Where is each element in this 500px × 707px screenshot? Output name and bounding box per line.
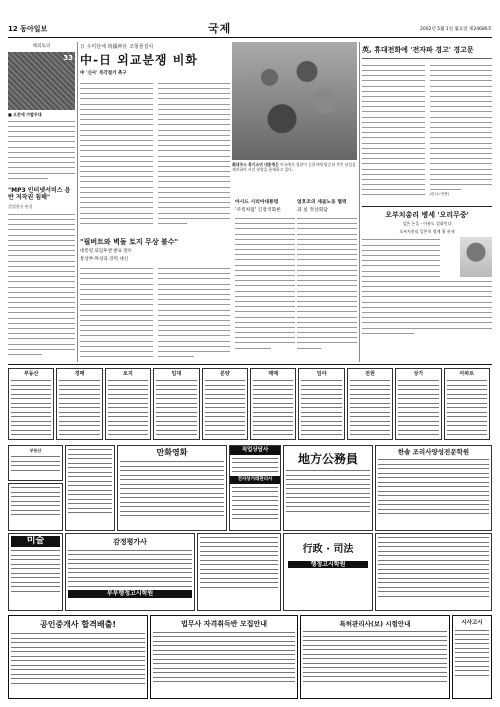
left-column [8, 42, 75, 362]
left-body-2 [8, 212, 75, 357]
third-subhead: '쿠킹처럼' 긴장격화론 [235, 207, 281, 213]
left-body-1 [8, 119, 75, 181]
ad-misul-title: 미술 [11, 536, 60, 547]
right-body-col-2 [430, 63, 493, 198]
second-body-col-1 [80, 266, 153, 359]
main-subhead: 中 '신사' 즉각철거 촉구 [80, 71, 127, 77]
third-article [235, 198, 295, 358]
right-body-col-1 [362, 63, 425, 198]
classified-ad[interactable] [105, 368, 151, 440]
left-subhead: 美법원서 판결 [8, 203, 33, 209]
news-photo-caption [232, 162, 357, 172]
ad-small-left-title: 부동산 [29, 448, 42, 453]
ad-teukhu-title: 특허관리사(보) 시험안내 [339, 620, 411, 628]
fourth-subhead: 과 실 정상회담 [297, 207, 328, 213]
main-article [80, 42, 230, 232]
ad-manhwa[interactable] [117, 445, 227, 531]
masthead [8, 22, 492, 38]
section-title: 국제 [208, 22, 232, 35]
classified-ad-title: 아파트 [459, 371, 475, 377]
right-second-subhead-2: 오부치총리 일본의 정계 뒷 관제 [399, 229, 455, 235]
classified-ad[interactable] [202, 368, 248, 440]
ad-sisa[interactable] [452, 615, 492, 699]
fourth-body [297, 216, 357, 351]
ad-jeonja-title: 전자상거래관리사 [230, 476, 280, 484]
classified-ad[interactable] [56, 368, 102, 440]
ad-jigup-gongmuwon[interactable]: 地方公務員 [283, 445, 373, 531]
ad-jikup[interactable] [229, 445, 281, 531]
main-kicker: 日 우익단체 靖國神社 조형물설치 [80, 44, 154, 50]
left-kicker: 해외토픽 [32, 44, 51, 49]
ad-gongin[interactable] [8, 615, 148, 699]
right-second-headline: 오부치총리 병세 '오리무중' [362, 206, 492, 220]
classified-ad[interactable] [395, 368, 441, 440]
ad-beopmu[interactable] [150, 615, 298, 699]
issue-date: 2002년 5월 1일 월요일 제24686호 [420, 27, 492, 32]
second-subhead-2: 통상부-外상과 강력 대신 [80, 257, 129, 263]
left-headline: "MP3 인터넷서비스 음반 저작권 침해" [8, 186, 71, 202]
second-body-col-2 [158, 266, 231, 359]
ad-jori-title: 한솔 조리사양성전문학원 [397, 448, 470, 456]
classified-ad[interactable] [153, 368, 199, 440]
classified-ad-title: 토지 [123, 371, 133, 377]
classified-ad-title: 매매 [268, 371, 279, 377]
ad-teukhu[interactable] [300, 615, 450, 699]
ad-sisa-title: 시사고시 [461, 620, 483, 626]
ad-small-left[interactable] [8, 445, 63, 481]
ad-hangjeong-gosi[interactable]: 行政 · 司法 행정고시학원 [283, 533, 373, 611]
news-photo [232, 42, 357, 160]
ad-misul[interactable] [8, 533, 63, 611]
ad-school[interactable] [8, 483, 63, 531]
main-body-col-1 [80, 81, 153, 226]
fourth-article [297, 198, 357, 358]
ad-gamjeong[interactable] [65, 533, 195, 611]
ad-jori-list[interactable] [375, 533, 492, 611]
classified-ad[interactable] [298, 368, 344, 440]
second-article [80, 236, 230, 361]
right-column [362, 42, 492, 362]
classified-ad[interactable] [250, 368, 296, 440]
ads-section [8, 364, 492, 700]
fourth-headline: 엄호조의 세골노동 협력 [297, 200, 347, 205]
second-headline: "필버트와 벽돌 토지 무상 불수" [80, 238, 179, 246]
classified-ad-title: 전원 [365, 371, 375, 377]
second-subhead-1: 대통령 퇴임후엔 발표 앞두 [80, 248, 133, 254]
ad-jikup-title: 직업상담사 [230, 446, 280, 455]
right-top-headline: 英, 휴대전화에 '전자파 경고' 경고문 [362, 46, 492, 59]
main-headline: 中-日 외교분쟁 비화 [80, 53, 198, 68]
ad-manhwa-title: 만화영화 [156, 448, 188, 457]
ad-bubun-title: 부부행정고시학원 [68, 590, 192, 598]
right-second-subhead: 검은 돈을 - 이유도 설화인다 [402, 221, 452, 227]
classified-ad[interactable] [347, 368, 393, 440]
ad-education[interactable] [65, 445, 115, 531]
classified-ad[interactable] [444, 368, 490, 440]
photo-caption: ■ 오픈에 가발무대 [8, 111, 42, 117]
classified-grid [8, 368, 492, 440]
ad-gamjeong-title: 감정평가사 [113, 538, 147, 546]
portrait-photo [460, 237, 492, 277]
classified-ad-title: 임야 [316, 371, 327, 377]
ad-gongin-title: 공인중개사 합격배출! [40, 620, 116, 629]
third-headline: 아시드 시리아대통령 [235, 200, 279, 205]
main-body-col-2 [158, 81, 231, 226]
classified-ad-title: 상가 [413, 371, 424, 377]
classified-ad-title: 임대 [171, 371, 182, 377]
classified-ad-title: 부동산 [23, 371, 39, 377]
ad-beopmu-title: 법무사 자격취득반 모집안내 [180, 620, 268, 628]
photo-caption-text: 미국에서 경찰이 승용차에 탑승한 흑인 남성을 제지하며 사건 현장을 통제하고 있다. [232, 162, 356, 172]
page-label: 12 동아일보 [8, 25, 48, 33]
right-byline: (런던=연합) [429, 192, 450, 197]
left-photo [8, 52, 75, 110]
photo-caption-title: 美대주스 흑기소년 대통령은 [232, 162, 279, 167]
ad-hangjeong[interactable] [197, 533, 281, 611]
column-divider [77, 42, 78, 362]
photo-label: 33 [63, 53, 73, 62]
third-body [235, 216, 295, 351]
classified-ad-title: 경매 [74, 371, 85, 377]
ad-jori[interactable] [375, 445, 492, 531]
classified-ad[interactable] [8, 368, 54, 440]
ad-hangjeong-title: 행정고시학원 [288, 561, 368, 569]
classified-ad-title: 분양 [219, 371, 230, 377]
column-divider [359, 42, 360, 362]
